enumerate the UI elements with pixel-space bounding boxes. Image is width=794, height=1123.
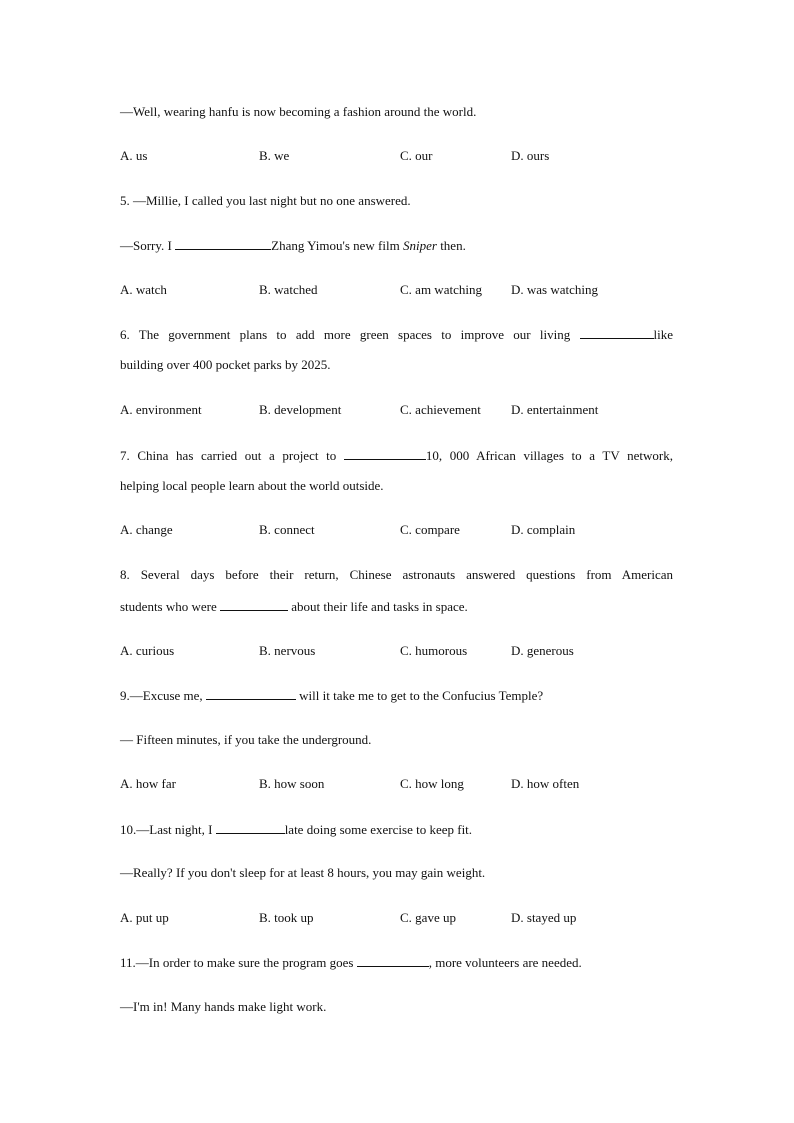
options-q6 xyxy=(120,402,680,418)
answer-blank-q10[interactable] xyxy=(216,821,285,834)
options-q8 xyxy=(120,643,680,659)
option-c[interactable]: C. our xyxy=(400,148,433,163)
text: 10.—Last night, I xyxy=(120,822,216,837)
answer-blank-q7[interactable] xyxy=(344,447,426,460)
option-d[interactable]: D. ours xyxy=(511,148,550,163)
option-b[interactable]: B. connect xyxy=(259,522,315,537)
text: 9.—Excuse me, xyxy=(120,688,206,703)
text: like xyxy=(653,327,673,342)
question-10-line-2: —Really? If you don't sleep for at least 8 hours, you may gain weight. xyxy=(120,865,486,880)
question-6-line-1 xyxy=(120,326,673,343)
question-11-line-1 xyxy=(120,954,582,971)
option-b[interactable]: B. how soon xyxy=(259,776,325,791)
question-11-line-2: —I'm in! Many hands make light work. xyxy=(120,999,327,1014)
question-8-line-1: 8. Several days before their return, Chinese astronauts answered questions from American xyxy=(120,567,673,582)
option-b[interactable]: B. nervous xyxy=(259,643,316,658)
option-a[interactable]: A. change xyxy=(120,522,173,537)
option-c[interactable]: C. how long xyxy=(400,776,464,791)
text: 10, 000 African villages to a TV network, xyxy=(425,448,673,463)
option-a[interactable]: A. watch xyxy=(120,282,167,297)
option-c[interactable]: C. humorous xyxy=(400,643,468,658)
option-a[interactable]: A. us xyxy=(120,148,148,163)
text: 7. China has carried out a project to xyxy=(120,448,344,463)
option-a[interactable]: A. how far xyxy=(120,776,176,791)
option-c[interactable]: C. am watching xyxy=(400,282,482,297)
option-a[interactable]: A. curious xyxy=(120,643,175,658)
option-a[interactable]: A. environment xyxy=(120,402,202,417)
option-b[interactable]: B. took up xyxy=(259,910,314,925)
answer-blank-q11[interactable] xyxy=(357,954,429,967)
text: —Sorry. I xyxy=(120,238,176,253)
option-b[interactable]: B. watched xyxy=(259,282,318,297)
question-9-line-1 xyxy=(120,687,543,704)
options-q9 xyxy=(120,776,680,792)
option-c[interactable]: C. gave up xyxy=(400,910,456,925)
question-9-line-2: — Fifteen minutes, if you take the underground. xyxy=(120,732,372,747)
answer-blank-q5[interactable] xyxy=(175,237,271,250)
text: 11.—In order to make sure the program goes xyxy=(120,955,357,970)
options-q10 xyxy=(120,910,680,926)
text: late doing some exercise to keep fit. xyxy=(284,822,473,837)
text: students who were xyxy=(120,599,221,614)
option-c[interactable]: C. compare xyxy=(400,522,460,537)
film-title: Sniper xyxy=(402,238,437,253)
text: , more volunteers are needed. xyxy=(428,955,582,970)
option-d[interactable]: D. entertainment xyxy=(511,402,599,417)
question-5-line-1: 5. —Millie, I called you last night but no one answered. xyxy=(120,193,411,208)
question-7-line-1 xyxy=(120,447,673,464)
text: Zhang Yimou's new film xyxy=(271,238,403,253)
option-d[interactable]: D. how often xyxy=(511,776,580,791)
question-6-line-2: building over 400 pocket parks by 2025. xyxy=(120,357,331,372)
answer-blank-q8[interactable] xyxy=(220,598,288,611)
option-b[interactable]: B. we xyxy=(259,148,290,163)
option-d[interactable]: D. complain xyxy=(511,522,576,537)
option-d[interactable]: D. was watching xyxy=(511,282,599,297)
option-d[interactable]: D. stayed up xyxy=(511,910,577,925)
option-c[interactable]: C. achievement xyxy=(400,402,481,417)
options-q5 xyxy=(120,282,680,298)
answer-blank-q6[interactable] xyxy=(580,326,654,339)
question-7-line-2: helping local people learn about the world outside. xyxy=(120,478,384,493)
text: will it take me to get to the Confucius Temple? xyxy=(295,688,544,703)
question-10-line-1 xyxy=(120,821,472,838)
option-b[interactable]: B. development xyxy=(259,402,342,417)
question-5-line-2 xyxy=(120,237,466,254)
options-q4 xyxy=(120,148,680,164)
option-a[interactable]: A. put up xyxy=(120,910,169,925)
text: then. xyxy=(436,238,466,253)
question-8-line-2 xyxy=(120,598,468,615)
text: about their life and tasks in space. xyxy=(288,599,468,614)
option-d[interactable]: D. generous xyxy=(511,643,574,658)
dialogue-line-q4-reply: —Well, wearing hanfu is now becoming a fashion around the world. xyxy=(120,104,477,119)
text: 6. The government plans to add more green spaces to improve our living xyxy=(120,327,580,342)
options-q7 xyxy=(120,522,680,538)
answer-blank-q9[interactable] xyxy=(206,687,296,700)
